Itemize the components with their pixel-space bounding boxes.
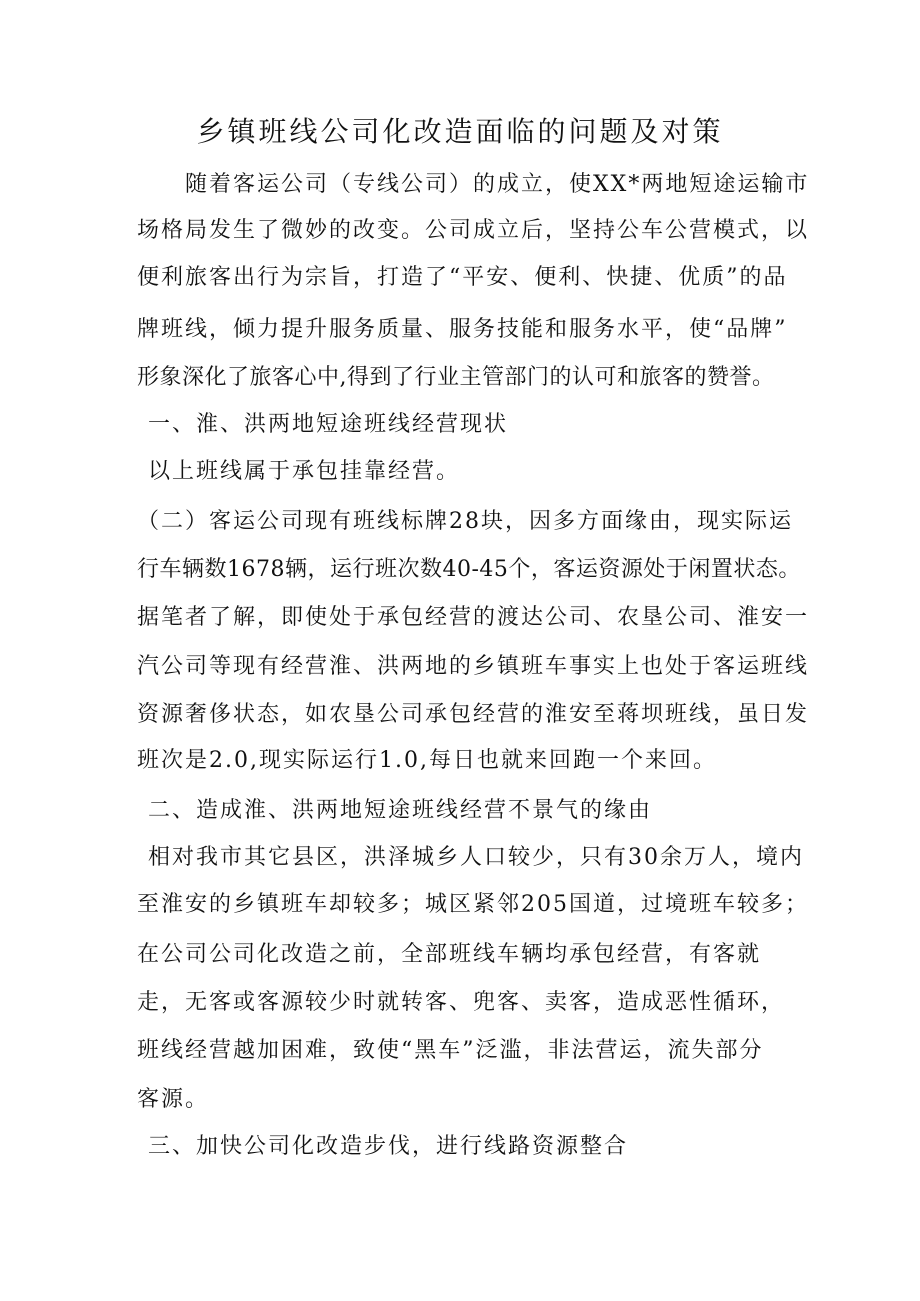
document-title: 乡镇班线公司化改造面临的问题及对策 — [196, 115, 724, 148]
section-heading-3: 三、加快公司化改造步伐，进行线路资源整合 — [148, 1134, 629, 1159]
paragraph-line: 便利旅客出行为宗旨，打造了“平安、便利、快捷、优质”的品 — [137, 265, 788, 290]
paragraph-line: 在公司公司化改造之前，全部班线车辆均承包经营，有客就 — [137, 942, 762, 967]
paragraph-line: 资源奢侈状态，如农垦公司承包经营的淮安至蒋坝班线，虽日发 — [137, 702, 810, 727]
section-heading-1: 一、淮、洪两地短途班线经营现状 — [148, 412, 509, 437]
section-heading-2: 二、造成淮、洪两地短途班线经营不景气的缘由 — [148, 798, 653, 823]
paragraph-line: 场格局发生了微妙的改变。公司成立后，坚持公车公营模式，以 — [137, 218, 810, 243]
paragraph-line: 以上班线属于承包挂靠经营。 — [148, 459, 461, 484]
paragraph-line: 班次是2.0,现实际运行1.0,每日也就来回跑一个来回。 — [137, 748, 717, 773]
paragraph-line: 行车辆数1678辆，运行班次数40-45个，客运资源处于闲置状态。 — [137, 557, 801, 582]
paragraph-line: 至淮安的乡镇班车却较多；城区紧邻205国道，过境班车较多； — [137, 892, 809, 917]
paragraph-line: 形象深化了旅客心中,得到了行业主管部门的认可和旅客的赞誉。 — [137, 365, 775, 390]
paragraph-line: 牌班线，倾力提升服务质量、服务技能和服务水平，使“品牌” — [137, 317, 788, 342]
paragraph-line: 随着客运公司（专线公司）的成立，使XX*两地短途运输市 — [185, 172, 810, 197]
paragraph-line: （二）客运公司现有班线标牌28块，因多方面缘由，现实际运 — [137, 509, 793, 534]
paragraph-line: 客源。 — [137, 1087, 210, 1112]
paragraph-line: 相对我市其它县区，洪泽城乡人口较少，只有30余万人，境内 — [148, 845, 804, 870]
paragraph-line: 据笔者了解，即使处于承包经营的渡达公司、农垦公司、淮安一 — [137, 605, 810, 630]
paragraph-line: 走，无客或客源较少时就转客、兜客、卖客，造成恶性循环， — [137, 990, 786, 1015]
paragraph-line: 班线经营越加困难，致使“黑车”泛滥，非法营运，流失部分 — [137, 1038, 764, 1063]
paragraph-line: 汽公司等现有经营淮、洪两地的乡镇班车事实上也处于客运班线 — [137, 654, 810, 679]
